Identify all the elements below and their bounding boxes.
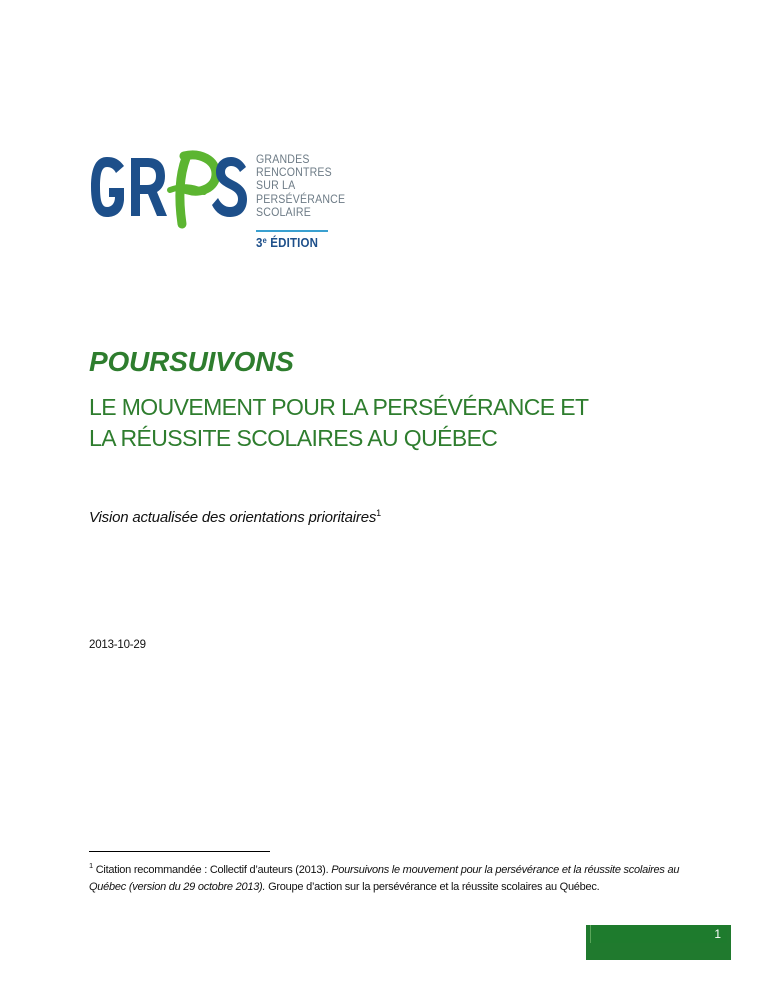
page-number: 1: [714, 927, 721, 941]
logo-word: GRANDES: [256, 154, 310, 166]
footnote-number: 1: [89, 861, 93, 870]
logo-word: SUR LA: [256, 180, 296, 193]
logo-divider: [256, 230, 328, 232]
document-date: 2013-10-29: [89, 639, 146, 651]
logo-word: SCOLAIRE: [256, 206, 311, 219]
gres-logo: [88, 150, 346, 260]
logo-word: PERSÉVÉRANCE: [256, 193, 346, 206]
page-number-band: [590, 925, 727, 943]
document-subtitle: [89, 392, 649, 454]
logo-word: RENCONTRES: [256, 167, 332, 180]
footnote-tail: Groupe d’action sur la persévérance et la réussite scolaires au Québec.: [265, 881, 600, 893]
subtitle-line-1: LE MOUVEMENT POUR LA PERSÉVÉRANCE ET: [89, 394, 589, 420]
edition-suffix: e: [262, 236, 267, 245]
page-number-box: [586, 925, 731, 960]
footnote-reference[interactable]: 1: [376, 508, 381, 518]
gres-logo-mark: [88, 150, 258, 232]
logo-edition: [256, 236, 318, 250]
vision-heading: [89, 508, 381, 526]
footnote: [89, 857, 689, 896]
edition-word: ÉDITION: [266, 236, 319, 250]
footnote-separator: [89, 851, 270, 852]
logo-tagline: [256, 154, 346, 220]
footnote-lead: Citation recommandée : Collectif d’auteurs (2013).: [92, 864, 332, 876]
edition-number: 3: [256, 236, 263, 250]
vision-text: Vision actualisée des orientations prioritaires: [89, 509, 377, 526]
footnote-citation-title: Poursuivons le mouvement pour la persévérance et la réussite scolaires au Québec (version du 29 octobre 2013).: [89, 864, 680, 893]
subtitle-line-2: LA RÉUSSITE SCOLAIRES AU QUÉBEC: [89, 425, 498, 451]
document-title: POURSUIVONS: [89, 346, 294, 377]
